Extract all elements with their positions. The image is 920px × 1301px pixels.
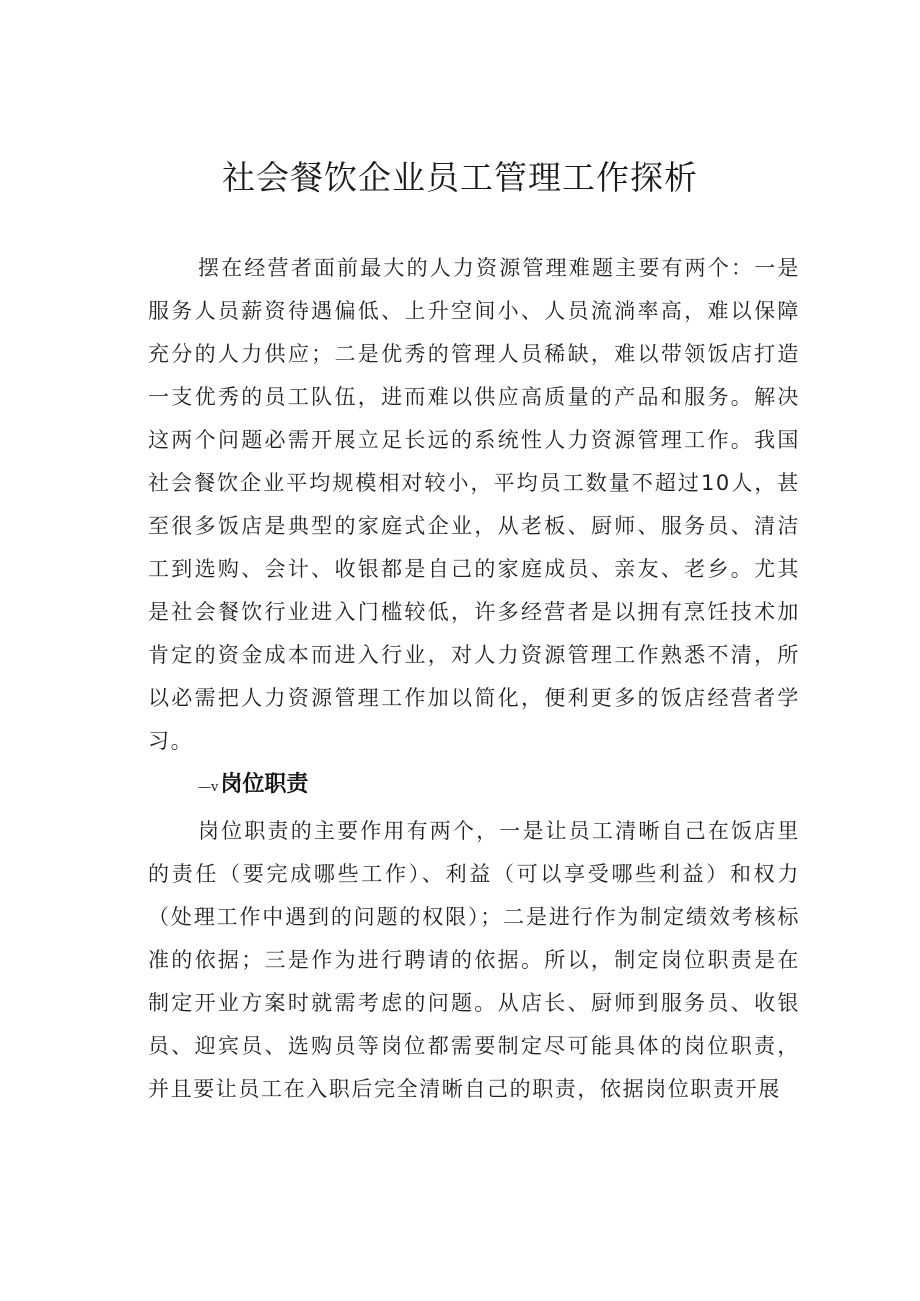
section-heading-text: 岗位职责	[220, 772, 309, 797]
section-marker: —v	[198, 780, 219, 795]
document-title: 社会餐饮企业员工管理工作探析	[222, 158, 698, 197]
section-heading	[198, 763, 308, 807]
paragraph-intro: 摆在经营者面前最大的人力资源管理难题主要有两个：一是服务人员薪资待遇偏低、上升空间小、人员流淌率高，难以保障充分的人力供应；二是优秀的管理人员稀缺，难以带领饭店打造一支优秀的员工队伍，进而难以供应高质量的产品和服务。解决这两个问题必需开展立足长远的系统性人力资源管理工作。我国社会餐饮企业平均规模相对较小，平均员工数量不超过10人，甚至很多饭店是典型的家庭式企业，从老板、厨师、服务员、清洁工到选购、会计、收银都是自己的家庭成员、亲友、老乡。尤其是社会餐饮行业进入门槛较低，许多经营者是以拥有烹饪技术加肯定的资金成本而进入行业，对人力资源管理工作熟悉不清，所以必需把人力资源管理工作加以简化，便利更多的饭店经营者学习。	[148, 256, 800, 753]
paragraph-job-duties: 岗位职责的主要作用有两个，一是让员工清晰自己在饭店里的责任（要完成哪些工作）、利益（可以享受哪些利益）和权力（处理工作中遇到的问题的权限）；二是进行作为制定绩效考核标准的依据；三是作为进行聘请的依据。所以，制定岗位职责是在制定开业方案时就需考虑的问题。从店长、厨师到服务员、收银员、迎宾员、选购员等岗位都需要制定尽可能具体的岗位职责，并且要让员工在入职后完全清晰自己的职责，依据岗位职责开展	[148, 819, 800, 1101]
